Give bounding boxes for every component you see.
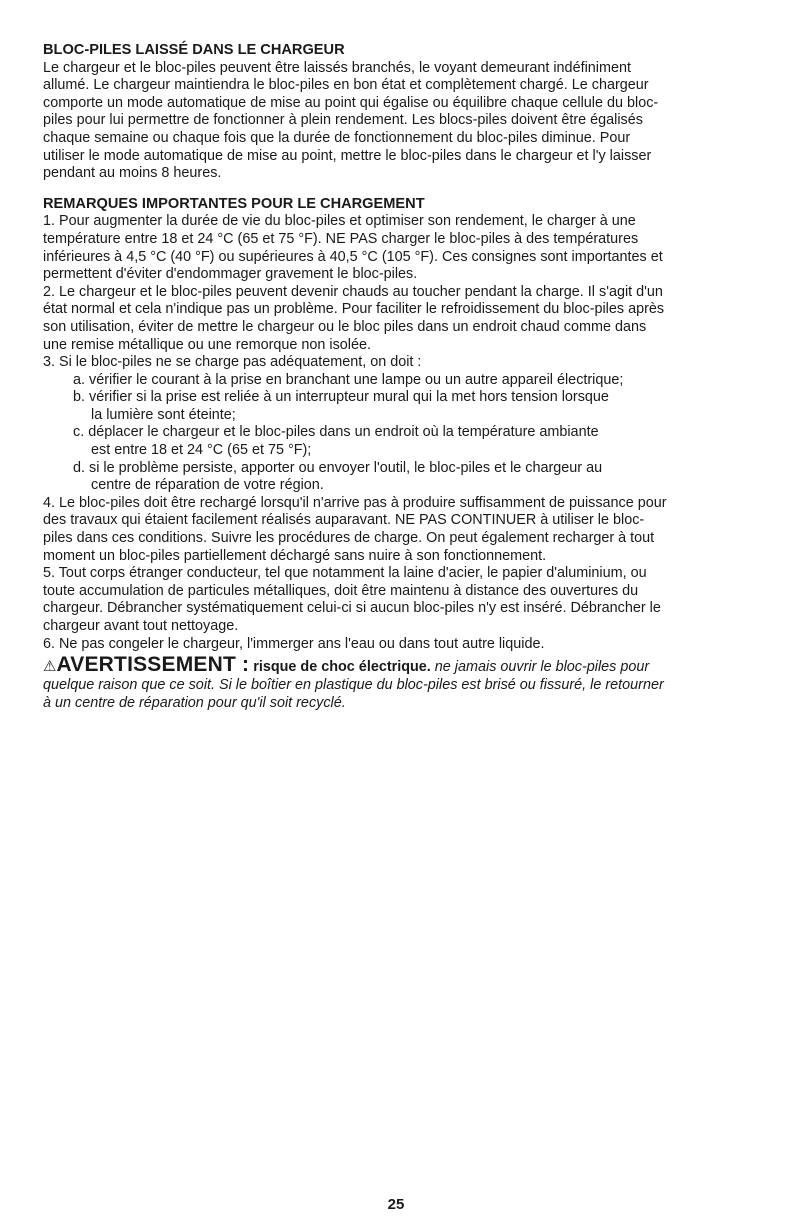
note-line: 6. Ne pas congeler le chargeur, l'immerger ans l'eau ou dans tout autre liquide. (43, 635, 545, 652)
note-line: 5. Tout corps étranger conducteur, tel que notamment la laine d'acier, le papier d'aluminium, ou (43, 565, 647, 582)
note-line: des travaux qui étaient facilement réalisés auparavant. NE PAS CONTINUER à utiliser le bloc- (43, 512, 645, 529)
note-line: piles dans ces conditions. Suivre les procédures de charge. On peut également recharger à tout (43, 530, 655, 547)
note-line: permettent d'éviter d'endommager gravement le bloc-piles. (43, 266, 418, 283)
warning-risk: risque de choc électrique. (253, 659, 431, 676)
section-charging-notes (43, 196, 755, 653)
note-line: inférieures à 4,5 °C (40 °F) ou supérieures à 40,5 °C (105 °F). Ces consignes sont importantes et (43, 248, 663, 265)
warning-text-line: à un centre de réparation pour qu'il soit recyclé. (43, 695, 346, 712)
sub-item-b-continued: la lumière sont éteinte; (91, 406, 236, 423)
note-line: 3. Si le bloc-piles ne se charge pas adéquatement, on doit : (43, 354, 422, 371)
note-item-1 (43, 213, 755, 283)
note-item-2 (43, 284, 755, 354)
warning-triangle-icon: ⚠ (43, 658, 57, 676)
section-title-charging-notes: REMARQUES IMPORTANTES POUR LE CHARGEMENT (43, 195, 425, 212)
note-line: 2. Le chargeur et le bloc-piles peuvent devenir chauds au toucher pendant la charge. Il s'agit d'un (43, 283, 663, 300)
warning-block (43, 653, 755, 712)
paragraph-line: piles pour lui permettre de fonctionner à plein rendement. Les blocs-piles doivent être égalisés (43, 112, 643, 129)
note-line: état normal et cela n'indique pas un problème. Pour faciliter le refroidissement du bloc-piles après (43, 301, 665, 318)
sub-item-d-continued: centre de réparation de votre région. (91, 477, 324, 494)
note-line: toute accumulation de particules métalliques, doit être maintenu à distance des ouvertures du (43, 582, 639, 599)
note-item-6 (43, 636, 755, 654)
warning-title: AVERTISSEMENT : (56, 653, 250, 677)
paragraph-line: allumé. Le chargeur maintiendra le bloc-piles en bon état et complètement chargé. Le chargeur (43, 77, 649, 94)
note-item-4 (43, 495, 755, 565)
warning-text-line: quelque raison que ce soit. Si le boîtier en plastique du bloc-piles est brisé ou fissuré, le retourner (43, 677, 664, 694)
note-line: chargeur. Débrancher systématiquement celui-ci si aucun bloc-piles n'y est inséré. Débrancher le (43, 600, 661, 617)
section-battery-left-in-charger (43, 42, 755, 183)
note-line: chargeur avant tout nettoyage. (43, 618, 239, 634)
paragraph-line: utiliser le mode automatique de mise au point, mettre le bloc-piles dans le chargeur et l'y laisser (43, 147, 652, 164)
note-line: son utilisation, éviter de mettre le chargeur ou le bloc piles dans un endroit chaud comme dans (43, 318, 647, 335)
sub-item-b: b. vérifier si la prise est reliée à un interrupteur mural qui la met hors tension lorsque (73, 389, 609, 406)
note-line: une remise métallique ou une remorque non isolée. (43, 336, 371, 353)
sub-item-a: a. vérifier le courant à la prise en branchant une lampe ou un autre appareil électrique; (73, 371, 624, 388)
paragraph-line: chaque semaine ou chaque fois que la durée de fonctionnement du bloc-piles diminue. Pour (43, 129, 631, 146)
sub-item-d: d. si le problème persiste, apporter ou envoyer l'outil, le bloc-piles et le chargeur au (73, 459, 603, 476)
page-content (43, 42, 755, 712)
paragraph-line: pendant au moins 8 heures. (43, 165, 222, 182)
note-line: moment un bloc-piles partiellement déchargé sans nuire à son fonctionnement. (43, 547, 547, 564)
page-number: 25 (387, 1196, 405, 1213)
paragraph-line: comporte un mode automatique de mise au point qui égalise ou équilibre chaque cellule du bloc- (43, 94, 659, 111)
note-item-3 (43, 354, 755, 495)
paragraph-line: Le chargeur et le bloc-piles peuvent être laissés branchés, le voyant demeurant indéfiniment (43, 59, 631, 76)
section-gap (43, 183, 755, 196)
warning-line (43, 653, 755, 677)
note-item-5 (43, 565, 755, 635)
warning-text: ne jamais ouvrir le bloc-piles pour (434, 659, 650, 676)
section-title-battery-left: BLOC-PILES LAISSÉ DANS LE CHARGEUR (43, 42, 345, 58)
note-line: température entre 18 et 24 °C (65 et 75 °F). NE PAS charger le bloc-piles à des températures (43, 230, 639, 247)
sub-item-c-continued: est entre 18 et 24 °C (65 et 75 °F); (91, 442, 312, 459)
sub-item-c: c. déplacer le chargeur et le bloc-piles dans un endroit où la température ambiante (73, 424, 599, 441)
note-line: 1. Pour augmenter la durée de vie du bloc-piles et optimiser son rendement, le charger à une (43, 213, 636, 230)
note-line: 4. Le bloc-piles doit être rechargé lorsqu'il n'arrive pas à produire suffisamment de puissance pour (43, 494, 667, 511)
